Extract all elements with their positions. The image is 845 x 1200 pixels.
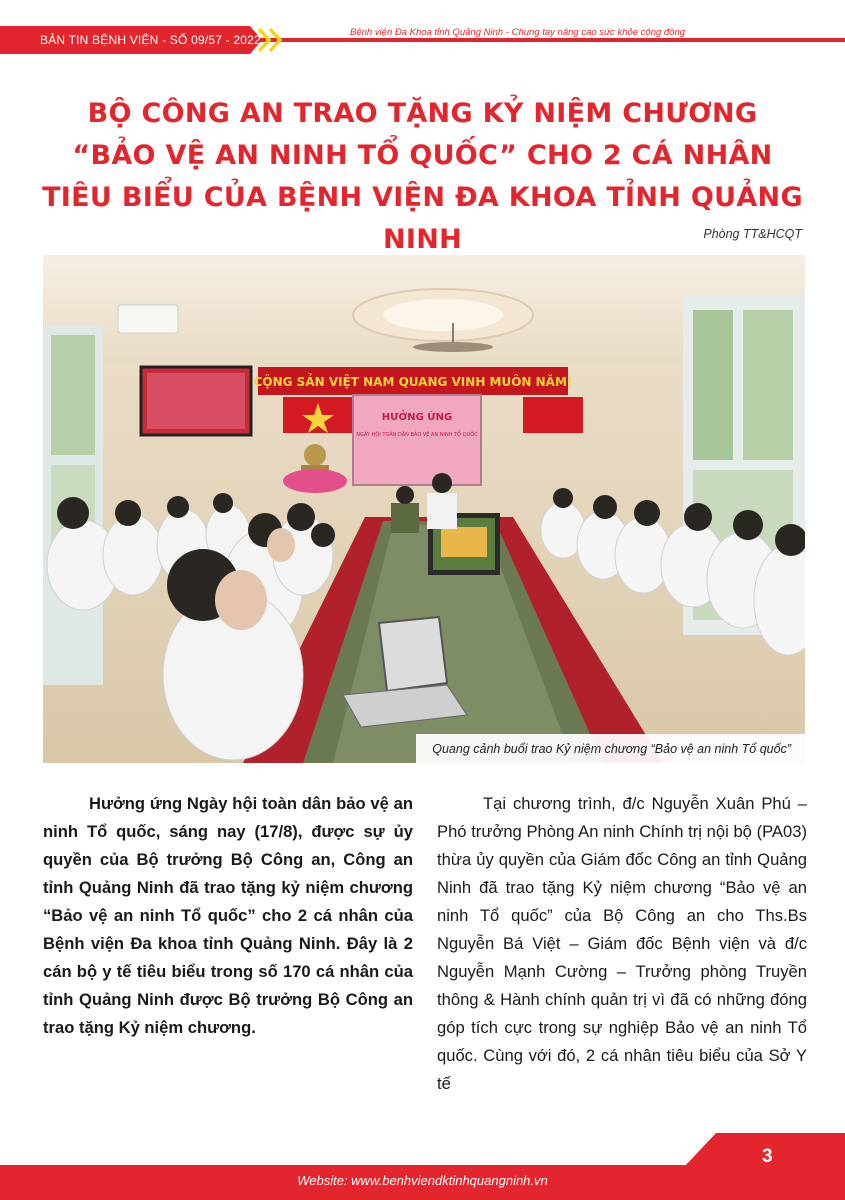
chevron-right-icon (267, 26, 283, 54)
byline: Phòng TT&HCQT (703, 227, 802, 241)
body-text: Tại chương trình, đ/c Nguyễn Xuân Phú – Phó trưởng Phòng An ninh Chính trị nội bộ (PA03) thừa ủy quyền của Giám đốc Công an tỉnh Quảng Ninh đã trao tặng Kỷ niệm chương “Bảo vệ an ninh Tổ quốc” của Bộ Công an cho Ths.Bs Nguyễn Bá Việt – Giám đốc Bệnh viện và đ/c Nguyễn Mạnh Cường – Trưởng phòng Truyền thông & Hành chính quản trị vì đã có những đóng góp tích cực trong sự nghiệp Bảo vệ an ninh Tổ quốc. Cùng với đó, 2 cá nhân tiêu biểu của Sở Y tế (437, 794, 807, 1093)
title-line: TIÊU BIỂU CỦA BỆNH VIỆN ĐA KHOA TỈNH QUẢNG NINH (42, 182, 803, 255)
title-line: “BẢO VỆ AN NINH TỔ QUỐC” CHO 2 CÁ NHÂN (72, 140, 773, 171)
header-slogan: Bệnh viện Đa Khoa tỉnh Quảng Ninh - Chung tay nâng cao sức khỏe cộng đồng (350, 27, 686, 38)
lead-text: Hưởng ứng Ngày hội toàn dân bảo vệ an ninh Tổ quốc, sáng nay (17/8), được sự ủy quyền của Bộ trưởng Bộ Công an, Công an tỉnh Quảng Ninh đã trao tặng kỷ niệm chương “Bảo vệ an ninh Tổ quốc” cho 2 cá nhân của Bệnh viện Đa khoa tỉnh Quảng Ninh. Đây là 2 cán bộ y tế tiêu biểu trong số 170 cá nhân của tỉnh Quảng Ninh được Bộ trưởng Bộ Công an trao tặng Kỷ niệm chương. (43, 794, 413, 1037)
screen-title: HƯỞNG ỨNG (381, 412, 453, 423)
photo-caption: Quang cảnh buổi trao Kỷ niệm chương “Bảo vệ an ninh Tổ quốc” (416, 734, 805, 763)
screen-subtitle: NGÀY HỘI TOÀN DÂN BẢO VỆ AN NINH TỔ QUỐC (356, 432, 478, 438)
title-line: BỘ CÔNG AN TRAO TẶNG KỶ NIỆM CHƯƠNG (87, 98, 758, 129)
article-photo (43, 255, 805, 763)
page-number: 3 (762, 1146, 773, 1167)
banner-text: CỘNG SẢN VIỆT NAM QUANG VINH MUÔN NĂM! (253, 375, 573, 389)
footer-website: Website: www.benhviendktinhquangninh.vn (297, 1173, 548, 1188)
issue-label: BẢN TIN BỆNH VIỆN - SỐ 09/57 - 2022 (40, 33, 261, 47)
lead-paragraph (43, 790, 413, 1042)
meeting-room-image (43, 255, 805, 763)
body-paragraph (437, 790, 807, 1098)
